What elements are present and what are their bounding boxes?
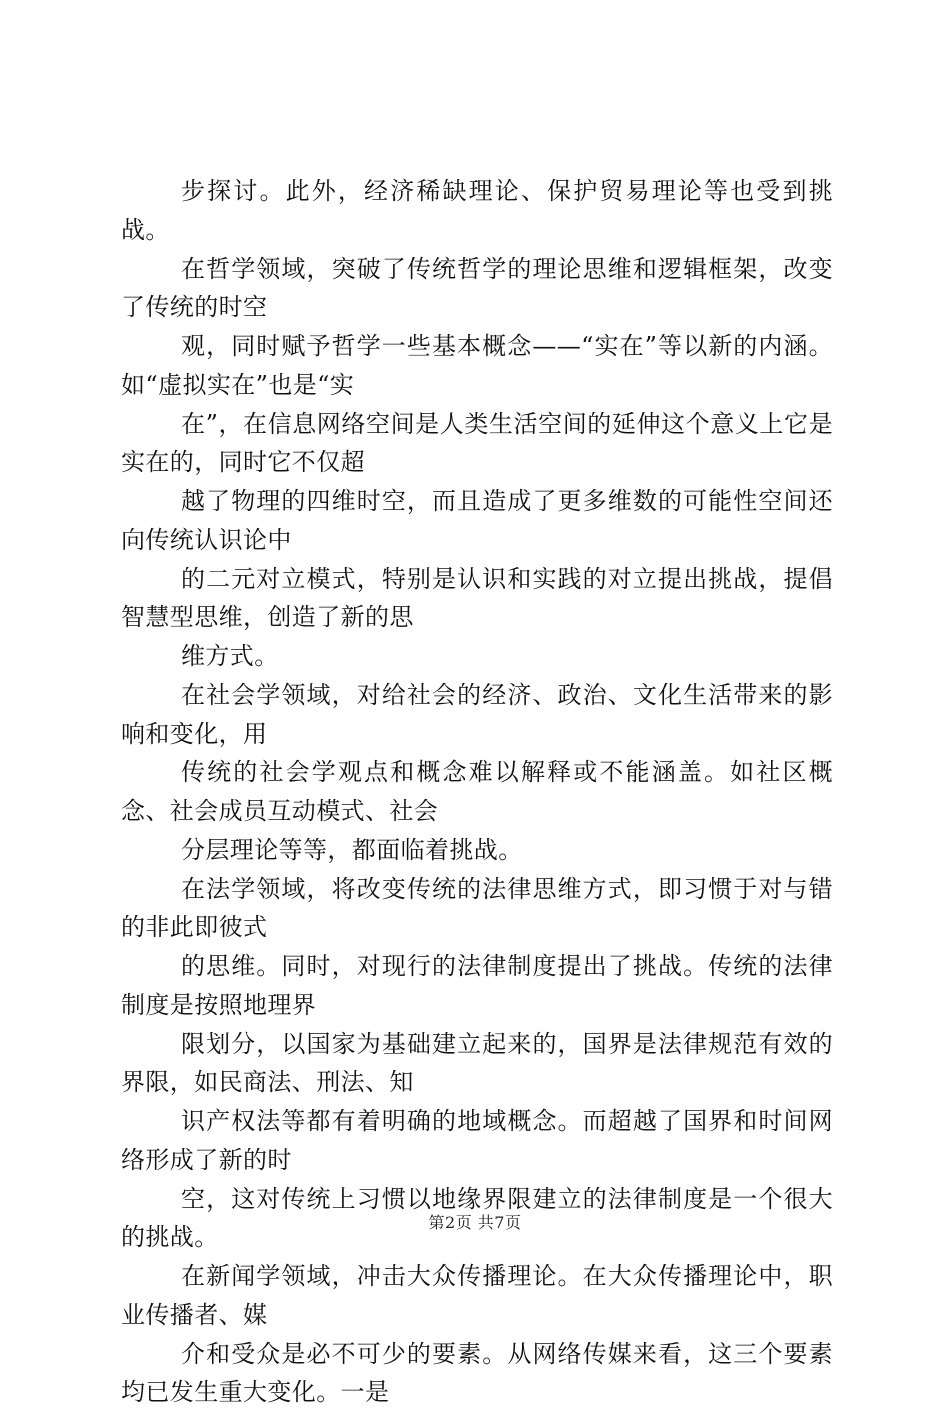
paragraph: 在法学领域，将改变传统的法律思维方式，即习惯于对与错的非此即彼式 — [121, 870, 833, 948]
paragraph: 在新闻学领域，冲击大众传播理论。在大众传播理论中，职业传播者、媒 — [121, 1257, 833, 1335]
paragraph: 观，同时赋予哲学一些基本概念——“实在”等以新的内涵。如“虚拟实在”也是“实 — [121, 327, 833, 405]
paragraph: 步探讨。此外，经济稀缺理论、保护贸易理论等也受到挑战。 — [121, 172, 833, 250]
paragraph: 在哲学领域，突破了传统哲学的理论思维和逻辑框架，改变了传统的时空 — [121, 250, 833, 328]
paragraph: 在社会学领域，对给社会的经济、政治、文化生活带来的影响和变化，用 — [121, 676, 833, 754]
paragraph: 在”，在信息网络空间是人类生活空间的延伸这个意义上它是实在的，同时它不仅超 — [121, 405, 833, 483]
paragraph: 越了物理的四维时空，而且造成了更多维数的可能性空间还向传统认识论中 — [121, 482, 833, 560]
paragraph: 限划分，以国家为基础建立起来的，国界是法律规范有效的界限，如民商法、刑法、知 — [121, 1025, 833, 1103]
paragraph: 识产权法等都有着明确的地域概念。而超越了国界和时间网络形成了新的时 — [121, 1102, 833, 1180]
page-footer — [0, 1213, 950, 1233]
paragraph: 传统的社会学观点和概念难以解释或不能涵盖。如社区概念、社会成员互动模式、社会 — [121, 753, 833, 831]
paragraph: 分层理论等等，都面临着挑战。 — [121, 831, 833, 870]
paragraph: 空，这对传统上习惯以地缘界限建立的法律制度是一个很大的挑战。 — [121, 1180, 833, 1258]
paragraph: 的二元对立模式，特别是认识和实践的对立提出挑战，提倡智慧型思维，创造了新的思 — [121, 560, 833, 638]
page-number-label: 第2页 共7页 — [429, 1213, 522, 1232]
paragraph: 的思维。同时，对现行的法律制度提出了挑战。传统的法律制度是按照地理界 — [121, 947, 833, 1025]
paragraph: 维方式。 — [121, 637, 833, 676]
paragraph: 介和受众是必不可少的要素。从网络传媒来看，这三个要素均已发生重大变化。一是 — [121, 1335, 833, 1412]
